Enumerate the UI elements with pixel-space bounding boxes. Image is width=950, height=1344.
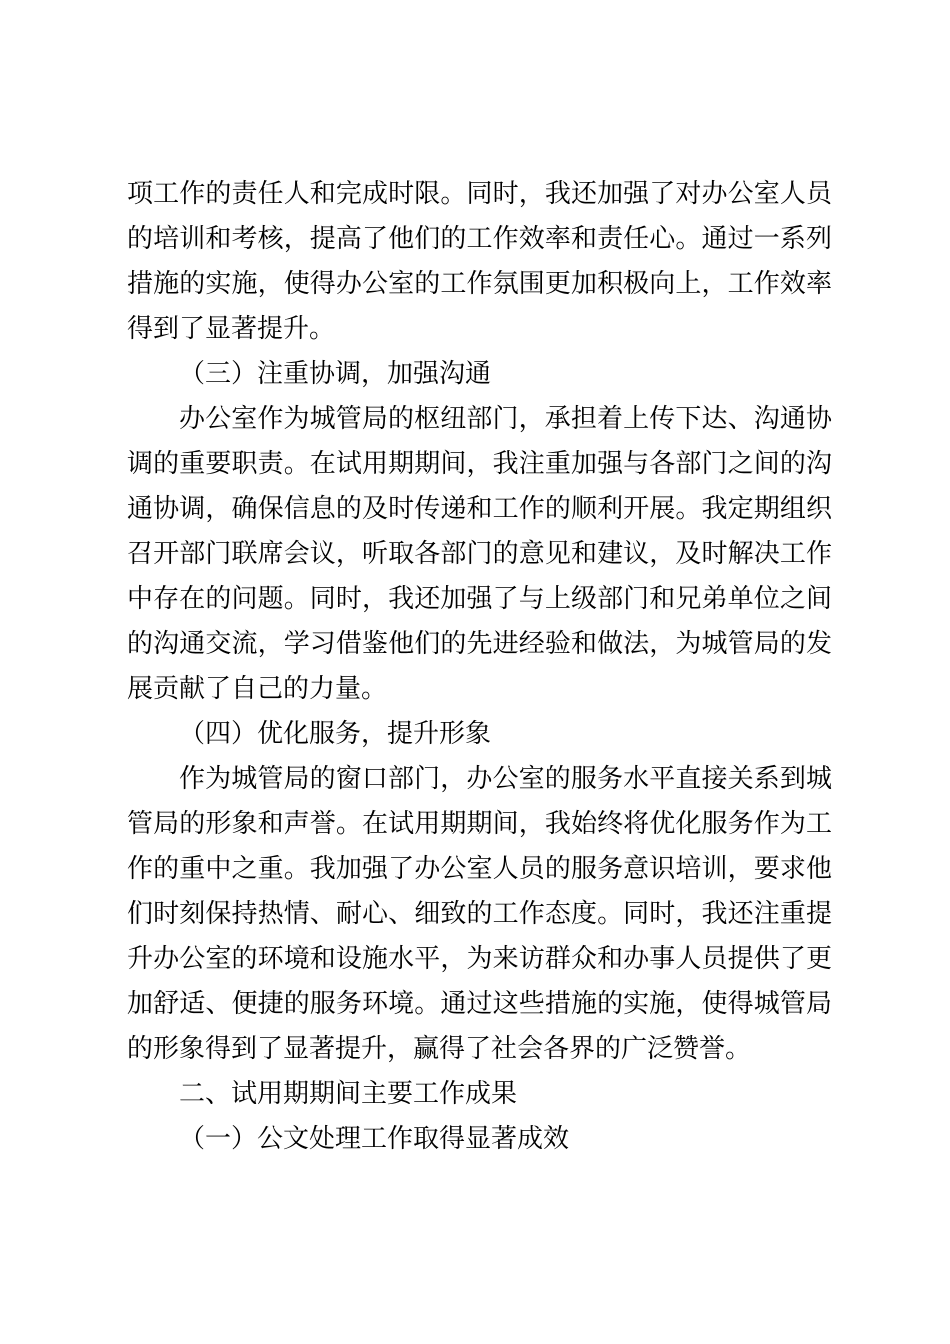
paragraph-coordination: 办公室作为城管局的枢纽部门，承担着上传下达、沟通协调的重要职责。在试用期期间，我注重加强与各部门之间的沟通协调，确保信息的及时传递和工作的顺利开展。我定期组织召开部门联席会议，听取各部门的意见和建议，及时解决工作中存在的问题。同时，我还加强了与上级部门和兄弟单位之间的沟通交流，学习借鉴他们的先进经验和做法，为城管局的发展贡献了自己的力量。: [127, 404, 832, 704]
paragraph-service: 作为城管局的窗口部门，办公室的服务水平直接关系到城管局的形象和声誉。在试用期期间，我始终将优化服务作为工作的重中之重。我加强了办公室人员的服务意识培训，要求他们时刻保持热情、耐心、细致的工作态度。同时，我还注重提升办公室的环境和设施水平，为来访群众和办事人员提供了更加舒适、便捷的服务环境。通过这些措施的实施，使得城管局的形象得到了显著提升，赢得了社会各界的广泛赞誉。: [127, 764, 832, 1064]
subsection-heading-documents: （一）公文处理工作取得显著成效: [179, 1124, 570, 1154]
document-body: [127, 172, 832, 1162]
section-heading-service: （四）优化服务，提升形象: [179, 719, 492, 749]
section-heading-coordination: （三）注重协调，加强沟通: [179, 359, 492, 389]
section-heading-achievements: 二、试用期期间主要工作成果: [179, 1079, 518, 1109]
paragraph-continuation: 项工作的责任人和完成时限。同时，我还加强了对办公室人员的培训和考核，提高了他们的工作效率和责任心。通过一系列措施的实施，使得办公室的工作氛围更加积极向上，工作效率得到了显著提升。: [127, 179, 832, 344]
